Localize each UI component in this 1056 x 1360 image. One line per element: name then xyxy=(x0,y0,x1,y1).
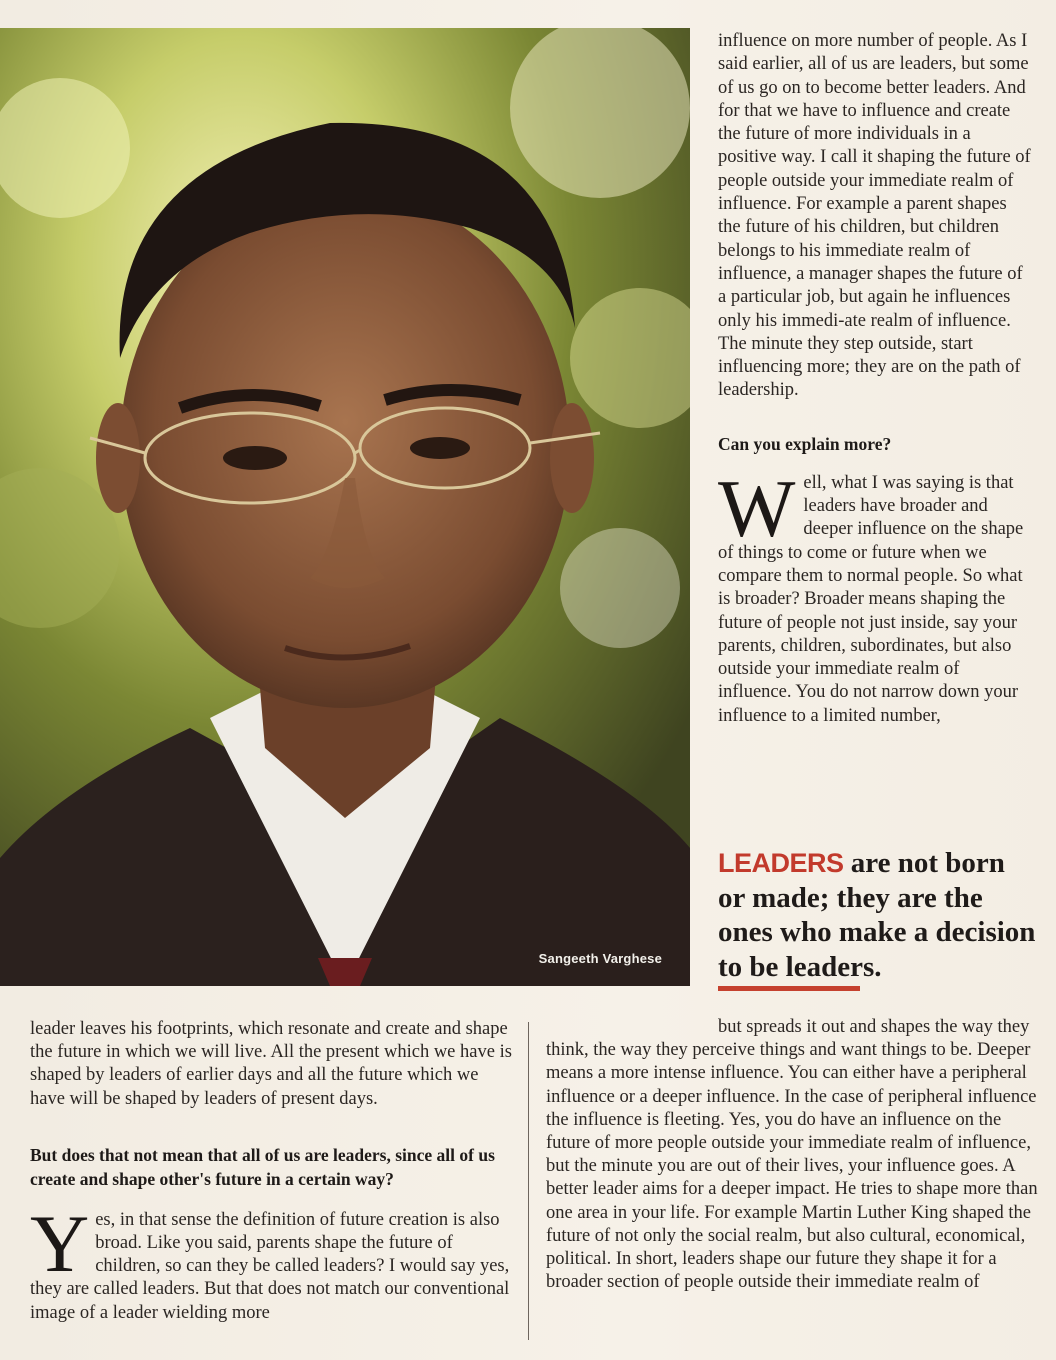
accent-bar xyxy=(718,986,860,991)
pull-quote-lead-word: LEADERS xyxy=(718,848,844,878)
dropcap-w: W xyxy=(718,462,796,554)
column-divider xyxy=(528,1022,529,1340)
bottom-left-answer-paragraph xyxy=(30,1197,516,1325)
portrait-illustration xyxy=(0,28,690,986)
question-heading-2: But does that not mean that all of us are leaders, since all of us create and shape other's future in a certain way? xyxy=(30,1144,495,1189)
photo-caption: Sangeeth Varghese xyxy=(538,951,662,966)
bottom-right-paragraph-1: but spreads it out and shapes the way they think, the way they perceive things and want things to be. Deeper means a more intense influence. You can either have a peripheral influence or a deeper influence. In the case of peripheral influence the influence is fleeting. Yes, you do have an influence on the future of more people outside your immediate realm of influence, but the minute you are out of their lives, your influence goes. A better leader aims for a deeper impact. He tries to shape more than one area in your life. For example Martin Luther King shaped the future of not only the social realm, but also cultural, economical, political. In short, leaders shape our future they shape it for a broader section of people outside their immediate realm of xyxy=(546,1017,1038,1293)
bottom-left-answer-text: es, in that sense the definition of future creation is also broad. Like you said, parents shape the future of children, so can they be called leaders? I would say yes, they are called leaders. But that does not match our conventional image of a leader wielding more xyxy=(30,1209,510,1323)
right-answer-text: ell, what I was saying is that leaders have broader and deeper influence on the shape of things to come or future when we compare them to normal people. So what is broader? Broader means shaping the future of people not just inside, say your parents, children, subordinates, but also outside your immediate realm of influence. You do not narrow down your influence to a limited number, xyxy=(718,472,1024,726)
bottom-left-paragraph-1: leader leaves his footprints, which resonate and create and shape the future in which we will live. All the present which we have is shaped by leaders of earlier days and all the future which we have will be shaped by leaders of present days. xyxy=(30,1019,512,1109)
portrait-photo xyxy=(0,28,690,986)
right-paragraph-1: influence on more number of people. As I said earlier, all of us are leaders, but some of us go on to become better leaders. And for that we have to influence and create the future of more individuals in a positive way. I call it shaping the future of people outside your immediate realm of influence. For example a parent shapes the future of his children, but children belongs to his immediate realm of influence, a manager shapes the future of a particular job, but again he influences only his immedi-ate realm of influence. The minute they step outside, start influencing more; they are on the path of leadership. xyxy=(718,31,1031,401)
right-column xyxy=(718,30,1033,728)
question-heading-1: Can you explain more? xyxy=(718,433,892,454)
right-answer-paragraph xyxy=(718,462,1033,728)
pull-quote xyxy=(718,846,1038,984)
bottom-right-column xyxy=(546,1016,1038,1294)
pull-quote-text: are not born or made; they are the ones who make a decision to be leaders. xyxy=(718,847,1036,983)
dropcap-y: Y xyxy=(30,1197,90,1289)
bottom-left-column xyxy=(30,1018,516,1325)
